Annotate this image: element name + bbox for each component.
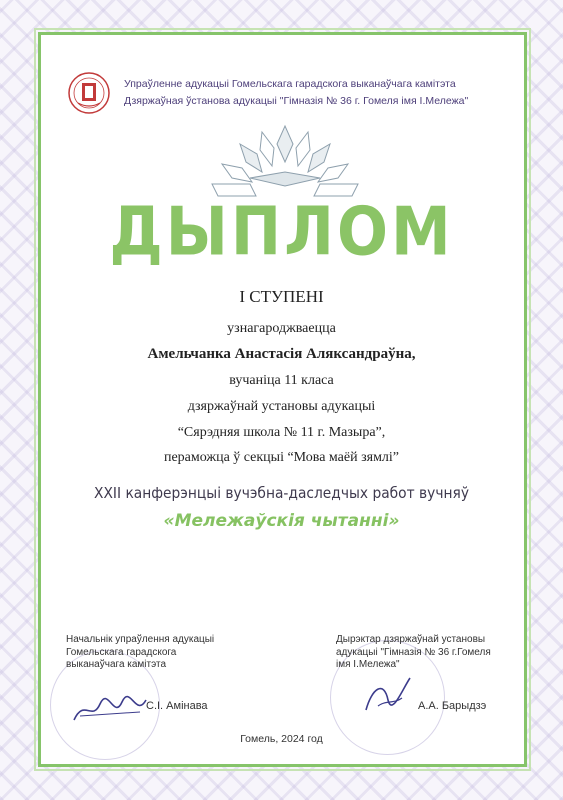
- diploma-header: [68, 72, 513, 114]
- right-signer-position: Дырэктар дзяржаўнай установы адукацыі "Гімназія № 36 г.Гомеля імя І.Мележа": [336, 634, 491, 670]
- recipient-name: Амельчанка Анастасія Аляксандраўна,: [147, 346, 416, 362]
- gymnasium-emblem-icon: [68, 72, 110, 114]
- ornament-logo-icon: [210, 122, 360, 202]
- right-signer-name: А.А. Барыдзэ: [418, 700, 487, 712]
- right-signature-icon: [358, 670, 418, 720]
- conference-name: «Мележаўскія чытанні»: [163, 511, 400, 531]
- institution-type: дзяржаўнай установы адукацыі: [187, 399, 376, 414]
- header-line-1: Упраўленне адукацыі Гомельскага гарадскога выканаўчага камітэта: [124, 78, 456, 90]
- section-winner: пераможца ў секцыі “Мова маёй зямлі”: [163, 450, 400, 465]
- diploma-title: ДЫПЛОМ: [109, 192, 454, 272]
- left-signature-icon: [70, 690, 150, 730]
- conference-title: ХХІІ канферэнцыі вучэбна-даследчых работ вучняў: [94, 484, 469, 502]
- footer-place-year: Гомель, 2024 год: [240, 733, 323, 745]
- left-signer-name: С.І. Амінава: [146, 700, 208, 712]
- left-signer-position: Начальнік упраўлення адукацыі Гомельскага гарадскога выканаўчага камітэта: [66, 634, 215, 670]
- awarded-text: узнагароджваецца: [227, 321, 336, 336]
- header-line-2: Дзяржаўная ўстанова адукацыі "Гімназія № 36 г. Гомеля імя І.Мележа": [124, 95, 469, 107]
- diploma-degree: І СТУПЕНІ: [239, 287, 324, 306]
- student-class: вучаніца 11 класа: [229, 373, 334, 388]
- school-name: “Сярэдняя школа № 11 г. Мазыра”,: [177, 425, 386, 440]
